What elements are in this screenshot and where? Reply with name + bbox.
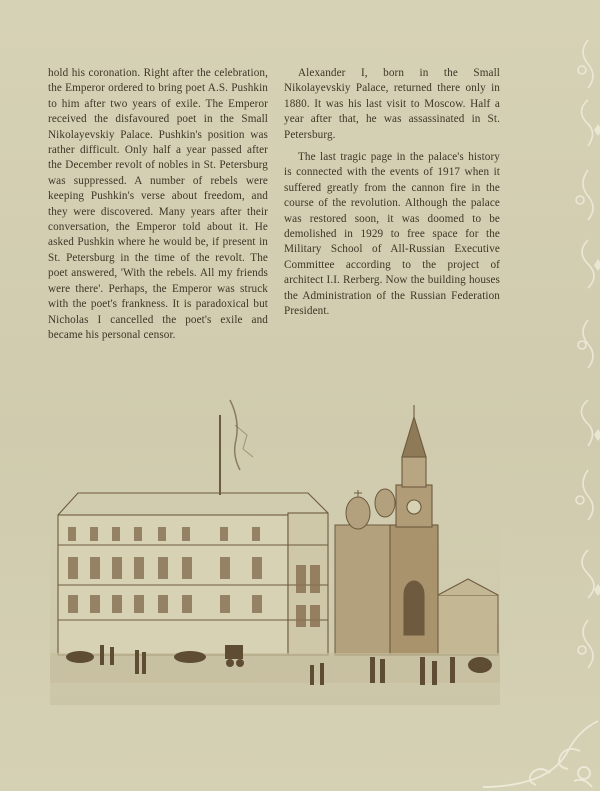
right-paragraph-2: The last tragic page in the palace's history is connected with the events of 1917 when it suffered greatly from the cannon fire in the course of the revolution. Although the palace was restored soon, it was doomed to be demolished in 1929 to free space for the Military School of All-Russian Executive Committee according to the project of architect I.I. Rerberg. Now the building houses the Administration of the Russian Federation President. xyxy=(284,151,500,318)
ornamental-border xyxy=(558,0,600,791)
corner-ornament xyxy=(480,711,600,791)
right-text-column xyxy=(284,66,500,327)
left-text-column xyxy=(48,66,268,350)
left-paragraph-1: hold his coronation. Right after the celebration, the Emperor ordered to bring poet A.S. Pushkin to him after two years of exile. The Emperor received the disfavoured poet in the Small Nikolayevskiy Palace. Pushkin's position was rather difficult. Only half a year passed after the December revolt of nobles in St. Petersburg was suppressed. A number of rebels were keeping Pushkin's verse about freedom, and they were discovered. Many years after their conversation, the Emperor told about it. He asked Pushkin where he would be, if present in St. Petersburg in the time of the revolt. The poet answered, 'With the rebels. All my friends were there'. Perhaps, the Emperor was struck with the poet's frankness. It is paradoxical but Nicholas I cancelled the poet's exile and became his personal censor. xyxy=(48,67,268,341)
palace-engraving-icon xyxy=(40,395,510,715)
right-paragraph-1: Alexander I, born in the Small Nikolayevskiy Palace, returned there only in 1880. It was his last visit to Moscow. Half a year after that, he was assassinated in St. Petersburg. xyxy=(284,67,500,141)
